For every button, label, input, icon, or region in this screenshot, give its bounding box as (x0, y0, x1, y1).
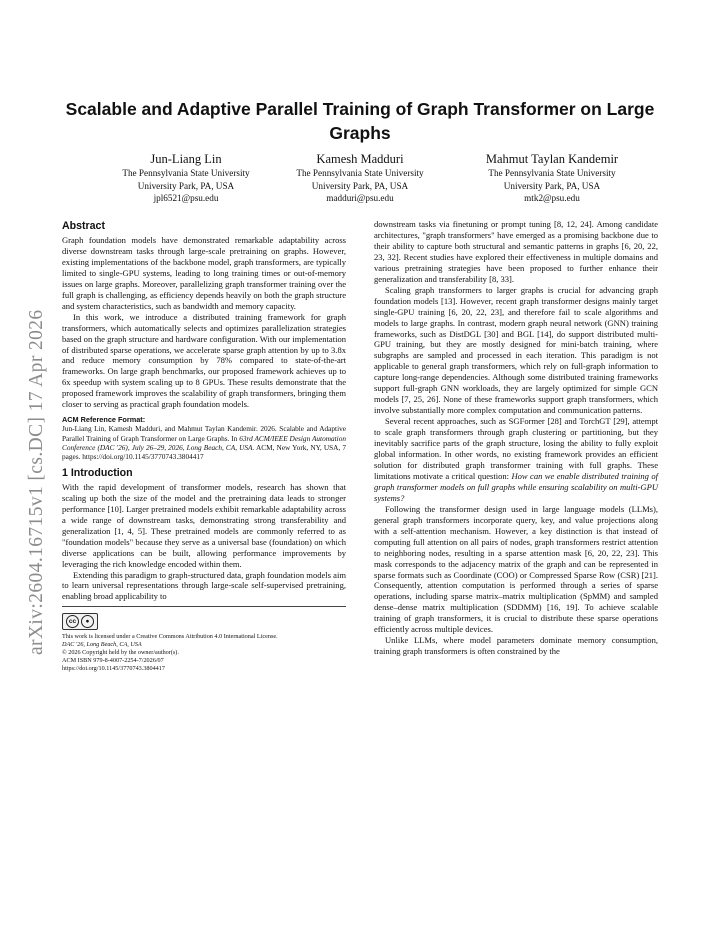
author-affiliation: The Pennsylvania State University (296, 168, 424, 178)
license-copyright: © 2026 Copyright held by the owner/author(s). (62, 648, 179, 656)
author-name: Mahmut Taylan Kandemir (485, 152, 619, 166)
body-paragraph: Following the transformer design used in large language models (LLMs), general graph transformers incorporate query, key, and value projections along with a self-attention mechanism. However, a key distinction is that instead of computing full attention on all pairs of nodes, graph transformers restrict attention to neighboring nodes, resulting in a sparse attention mask [6, 20, 22, 23]. This mask corresponds to the adjacency matrix of the graph and can be represented in sparse formats such as Coordinate (COO) or Compressed Sparse Row (CSR) [21]. Consequently, attention computation is performed through a series of sparse operations, including sparse matrix–matrix multiplication (SpMM) and sampled dense–dense matrix multiplication (SDDMM) [16, 19]. To achieve scalable training of graph transformers, it is crucial to distribute these sparse operations efficiently across multiple devices. (374, 503, 658, 635)
by-person-icon: ● (81, 615, 94, 628)
abstract-paragraph: Graph foundation models have demonstrated remarkable adaptability across diverse downstream tasks through large-scale pretraining on graphs. However, existing implementations of the backbone model, graph transformers, are typically limited to single-GPU systems, leading to long training times or out-of-memory issues on large graphs. Moreover, parallelizing graph transformer training over the full graph is challenging, as efficiency depends heavily on both the graph structure and system characteristics, such as bandwidth and memory capacity. (62, 235, 346, 311)
author-email: mtk2@psu.edu (524, 193, 580, 203)
license-doi: https://doi.org/10.1145/3770743.3804417 (62, 664, 165, 672)
reference-text: ACM, New York, NY, USA, 7 pages. https://doi.org/10.1145/3770743.3804417 (62, 443, 346, 462)
reference-text: Jun-Liang Lin, Kamesh Madduri, and Mahmut Taylan Kandemir. 2026. Scalable and Adaptive Parallel Training of Graph Transformer on Large Graphs. In (62, 424, 346, 443)
author-block (452, 152, 652, 205)
author-email: jpl6521@psu.edu (153, 193, 219, 203)
section-heading-introduction: 1 Introduction (62, 466, 133, 479)
author-location: University Park, PA, USA (137, 180, 235, 191)
body-text: Several recent approaches, such as SGFormer [28] and TorchGT [29], attempt to scale graph transformers through graph clustering or partitioning, but they inevitably sacrifice parts of the graph structure, losing the ability to fully exploit global information. In other words, no existing framework provides an efficient solution for distributed graph transformer training with full graphs. These limitations motivate a critical question: (374, 416, 658, 481)
author-affiliation: The Pennsylvania State University (122, 168, 250, 178)
author-name: Jun-Liang Lin (150, 152, 222, 166)
author-location: University Park, PA, USA (503, 180, 601, 191)
body-paragraph: downstream tasks via finetuning or prompt tuning [8, 12, 24]. Among candidate architectures, "graph transformers" have emerged as a promising backbone due to their ability to capture both structural and semantic patterns in graphs [6, 20, 22, 23, 32]. Recent studies have explored their effectiveness in multiple domains and various pretraining strategies have been proposed to further enhance their generalization and transferability [8, 33]. (374, 219, 658, 284)
cc-icon: cc (66, 615, 79, 628)
author-name: Kamesh Madduri (316, 152, 404, 166)
author-affiliation: The Pennsylvania State University (488, 168, 616, 178)
research-question: How can we enable distributed training of graph transformer models on full graphs while ensuring scalability on multi-GPU systems? (374, 470, 658, 503)
paper-title: Scalable and Adaptive Parallel Training of Graph Transformer on Large Graphs (65, 99, 655, 143)
author-email: madduri@psu.edu (326, 193, 394, 203)
body-paragraph (374, 416, 658, 504)
cc-by-license-icon (62, 613, 98, 630)
reference-format-heading: ACM Reference Format: (62, 415, 146, 425)
body-paragraph: Unlike LLMs, where model parameters dominate memory consumption, training graph transformers is often constrained by the (374, 635, 658, 657)
abstract-paragraph: In this work, we introduce a distributed training framework for graph transformers, which automatically selects and optimizes parallelization strategies based on the graph structure and hardware configuration. With our implementation of distributed sparse operations, we accelerate sparse graph attention by up to 3.8x and reduce memory consumption by 78% compared to state-of-the-art frameworks. On large graph benchmarks, our proposed framework achieves up to 6x speedup with system scaling up to 8 GPUs. These results demonstrate that the proposed framework improves the scalability of graph transformers, bringing them closer to serving as practical graph foundation models. (62, 311, 346, 410)
license-conference: DAC '26, Long Beach, CA, USA (62, 641, 142, 649)
license-isbn: ACM ISBN 979-8-4007-2254-7/2026/07 (62, 656, 164, 664)
right-column (374, 219, 658, 657)
license-text: This work is licensed under a Creative Commons Attribution 4.0 International License. (62, 633, 278, 641)
footnote-rule (62, 606, 346, 607)
reference-format-text (62, 424, 346, 462)
arxiv-identifier: arXiv:2604.16715v1 [cs.DC] 17 Apr 2026 (26, 309, 47, 655)
author-block (260, 152, 460, 205)
intro-paragraph: With the rapid development of transformer models, research has shown that scaling up both the size of the model and the pretraining data leads to stronger performance [10]. Larger pretrained models exhibit remarkable adaptability across a wide range of downstream tasks, demonstrating strong transferability and generalization [1, 4, 5]. These pretrained models are commonly referred to as "foundation models" because they serve as a universal base (foundation) on which diverse applications can be built, allowing performance improvements by leveraging the rich knowledge encoded within them. (62, 481, 346, 569)
intro-paragraph: Extending this paradigm to graph-structured data, graph foundation models aim to learn universal representations through large-scale self-supervised pretraining, enabling broad applicability to (62, 569, 346, 602)
author-block (86, 152, 286, 205)
author-location: University Park, PA, USA (311, 180, 409, 191)
abstract-heading: Abstract (62, 220, 105, 232)
left-column (62, 219, 346, 672)
body-paragraph: Scaling graph transformers to larger graphs is crucial for advancing graph foundation models [13]. However, recent graph transformer designs mainly target single-GPU training [6, 20, 22, 23], and therefore fail to scale algorithms and models to large graphs. In contrast, modern graph neural network (GNN) training frameworks, such as DistDGL [30] and BGL [14], do support distributed multi-GPU training, but they are mostly designed for mini-batch training, where subgraphs are sampled and processed in each iteration. This paradigm is not applicable to general graph transformers, which rely on full-graph information to capture long-range dependencies. Although some distributed training frameworks support full-graph GNN workloads, they are largely optimized for simple GCN models [7, 25, 26]. None of these frameworks support graph transformers, which involve substantially more complex computation and communication patterns. (374, 284, 658, 416)
reference-venue: 63rd ACM/IEEE Design Automation Conference (DAC '26), July 26–29, 2026, Long Beach, CA, USA. (62, 433, 346, 453)
